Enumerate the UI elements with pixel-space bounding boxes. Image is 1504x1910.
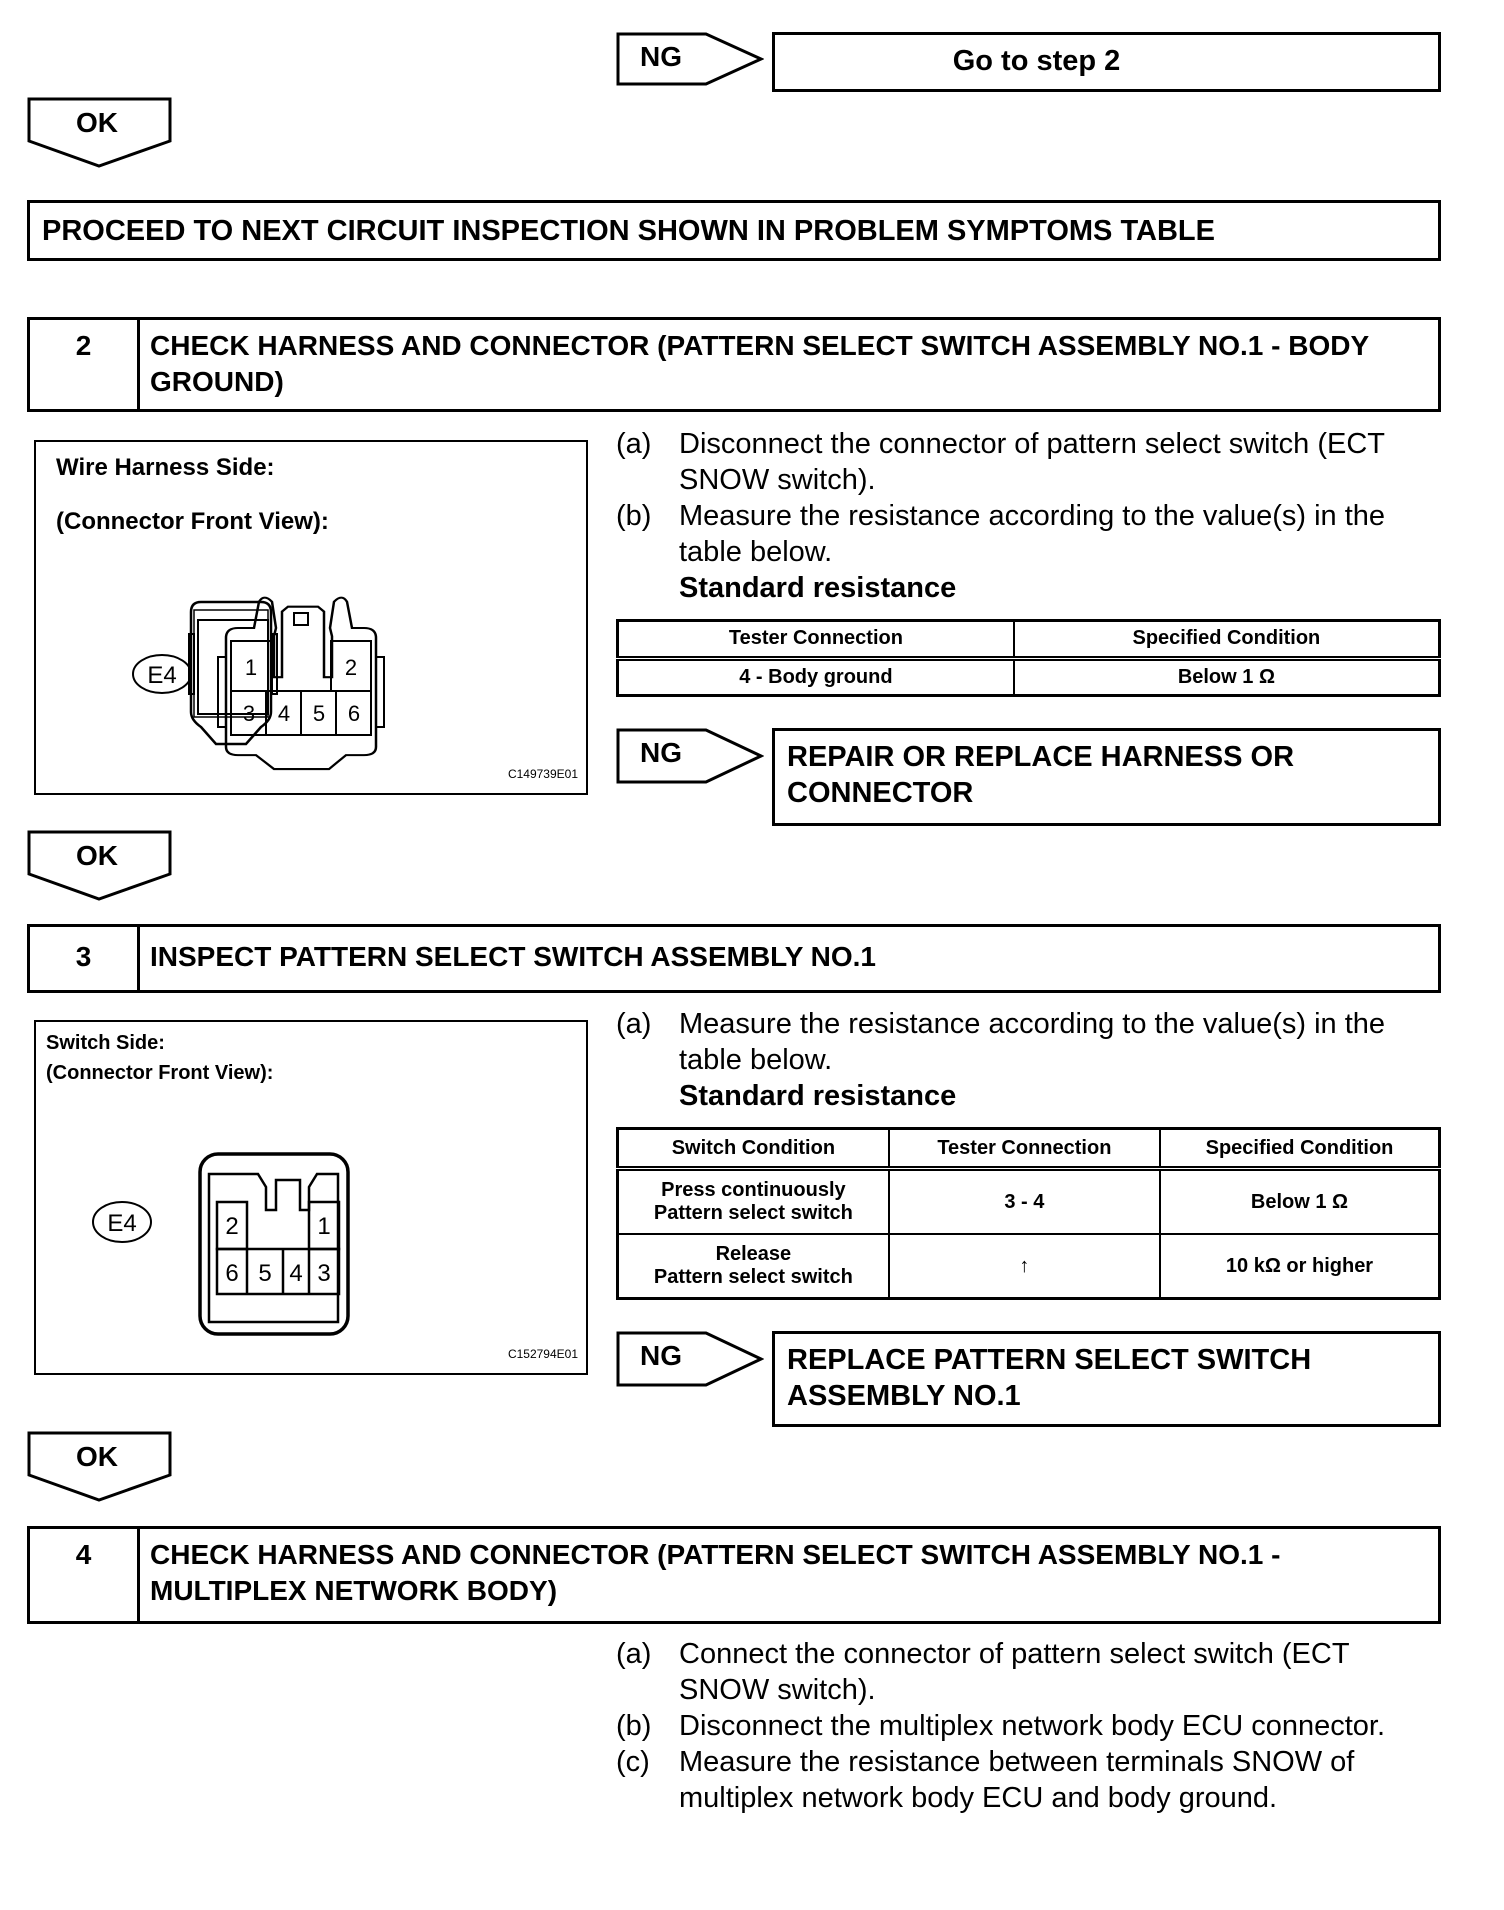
step-number: 2 <box>30 320 140 409</box>
table-cell: Release Pattern select switch <box>618 1234 889 1298</box>
item-text: Measure the resistance according to the value(s) in the table below. <box>679 1008 1386 1076</box>
standard-label: Standard resistance <box>679 572 957 604</box>
ng-result-box: REPLACE PATTERN SELECT SWITCH ASSEMBLY NO.1 <box>772 1331 1441 1427</box>
step-2-header <box>27 317 1441 412</box>
figure-label: Wire Harness Side: <box>56 454 275 481</box>
pin-4: 4 <box>289 1260 303 1287</box>
item-text: Measure the resistance according to the value(s) in the table below. <box>679 500 1386 568</box>
step-title: CHECK HARNESS AND CONNECTOR (PATTERN SELECT SWITCH ASSEMBLY NO.1 - MULTIPLEX NETWORK BODY) <box>150 1539 1281 1606</box>
pin-6: 6 <box>225 1260 239 1287</box>
item-label: (a) <box>616 1638 652 1670</box>
pin-2: 2 <box>225 1213 239 1240</box>
figure-sublabel: (Connector Front View): <box>56 508 329 535</box>
table-cell: Below 1 Ω <box>1014 658 1440 696</box>
ng-label: NG <box>640 737 682 768</box>
connector-diagram <box>36 1022 586 1372</box>
ok-label: OK <box>76 1441 118 1472</box>
table-cell: ↑ <box>889 1234 1160 1298</box>
item-text: Disconnect the connector of pattern select switch (ECT SNOW switch). <box>679 428 1385 496</box>
item-label: (a) <box>616 1008 652 1040</box>
step-title: CHECK HARNESS AND CONNECTOR (PATTERN SELECT SWITCH ASSEMBLY NO.1 - BODY GROUND) <box>150 330 1369 397</box>
connector-id: E4 <box>147 662 177 689</box>
ng-arrow <box>616 32 764 86</box>
connector-figure <box>34 440 588 795</box>
standard-label: Standard resistance <box>679 1080 957 1112</box>
step-3-instructions <box>616 1006 1446 1114</box>
table-row <box>618 658 1440 696</box>
column-header: Specified Condition <box>1014 621 1440 659</box>
resistance-table <box>616 1127 1441 1300</box>
pin-3: 3 <box>317 1260 331 1287</box>
figure-sublabel: (Connector Front View): <box>46 1062 274 1084</box>
column-header: Specified Condition <box>1160 1129 1440 1169</box>
item-label: (a) <box>616 428 652 460</box>
pin-1: 1 <box>317 1213 331 1240</box>
column-header: Tester Connection <box>889 1129 1160 1169</box>
item-text: Connect the connector of pattern select switch (ECT SNOW switch). <box>679 1638 1350 1706</box>
pin-2: 2 <box>344 655 358 680</box>
ng-result-box: REPAIR OR REPLACE HARNESS OR CONNECTOR <box>772 728 1441 826</box>
instruction-item <box>616 1636 1446 1708</box>
table-cell: Press continuously Pattern select switch <box>618 1169 889 1235</box>
column-header: Switch Condition <box>618 1129 889 1169</box>
instruction-item <box>616 1744 1446 1816</box>
connector-face <box>214 587 444 797</box>
pin-4: 4 <box>277 701 291 726</box>
ng-arrow <box>616 728 764 784</box>
ok-arrow <box>27 1431 173 1503</box>
step-4-instructions <box>616 1636 1446 1816</box>
pin-6: 6 <box>347 701 361 726</box>
proceed-box: PROCEED TO NEXT CIRCUIT INSPECTION SHOWN IN PROBLEM SYMPTOMS TABLE <box>27 200 1441 261</box>
instruction-item <box>616 498 1446 570</box>
column-header: Tester Connection <box>618 621 1014 659</box>
pin-1: 1 <box>244 655 258 680</box>
table-row <box>618 1169 1440 1235</box>
step-number: 4 <box>30 1529 140 1621</box>
instruction-item <box>616 1708 1446 1744</box>
item-text: Measure the resistance between terminals SNOW of multiplex network body ECU and body ground. <box>679 1746 1355 1814</box>
ok-label: OK <box>76 840 118 871</box>
resistance-table <box>616 619 1441 697</box>
go-to-step-2-link[interactable]: Go to step 2 <box>772 32 1441 92</box>
table-row <box>618 1234 1440 1298</box>
step-title: INSPECT PATTERN SELECT SWITCH ASSEMBLY NO.1 <box>150 941 877 972</box>
item-text: Disconnect the multiplex network body ECU connector. <box>679 1710 1386 1742</box>
instruction-item <box>616 426 1446 498</box>
table-cell: 10 kΩ or higher <box>1160 1234 1440 1298</box>
ok-label: OK <box>76 107 118 138</box>
step-4-header <box>27 1526 1441 1624</box>
item-label: (b) <box>616 500 652 532</box>
figure-code: C152794E01 <box>507 1347 578 1361</box>
figure-label: Switch Side: <box>46 1032 165 1054</box>
ng-arrow <box>616 1331 764 1387</box>
ok-arrow <box>27 830 173 902</box>
step-3-header <box>27 924 1441 993</box>
table-cell: 4 - Body ground <box>618 658 1014 696</box>
item-label: (b) <box>616 1710 652 1742</box>
step-2-instructions <box>616 426 1446 606</box>
figure-code: C149739E01 <box>507 767 578 781</box>
pin-3: 3 <box>242 701 256 726</box>
table-cell: Below 1 Ω <box>1160 1169 1440 1235</box>
table-cell: 3 - 4 <box>889 1169 1160 1235</box>
connector-id: E4 <box>107 1210 137 1237</box>
instruction-item <box>616 1006 1446 1078</box>
pin-5: 5 <box>312 701 326 726</box>
pin-5: 5 <box>258 1260 272 1287</box>
ng-label: NG <box>640 41 682 72</box>
ng-label: NG <box>640 1340 682 1371</box>
item-label: (c) <box>616 1746 650 1778</box>
ok-arrow <box>27 97 173 169</box>
connector-figure <box>34 1020 588 1375</box>
step-number: 3 <box>30 927 140 990</box>
